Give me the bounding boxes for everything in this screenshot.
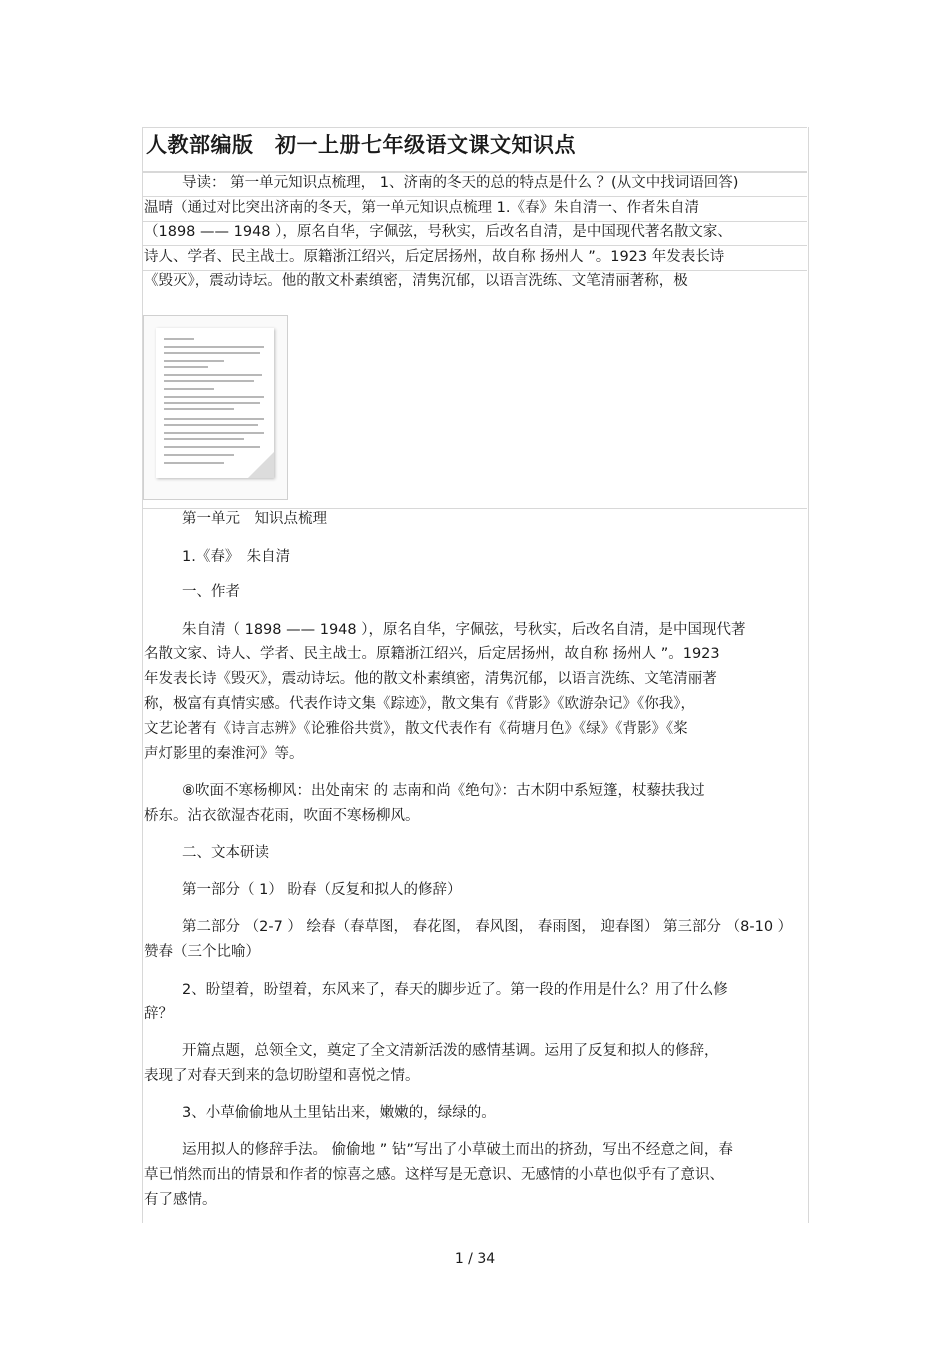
thumbnail-line — [164, 462, 224, 464]
paragraph-line: 声灯影里的秦淮河》等。 — [144, 746, 304, 762]
paragraph-line: 桥东。沾衣欲湿杏花雨，吹面不寒杨柳风。 — [144, 808, 420, 824]
row-divider — [142, 245, 807, 246]
page-number: 1 / 34 — [454, 1251, 496, 1267]
thumbnail-line — [164, 438, 244, 440]
intro-line: 《毁灭》，震动诗坛。他的散文朴素缜密，清隽沉郁，以语言洗练、文笔清丽著称，极 — [144, 273, 688, 289]
thumbnail-line — [164, 396, 264, 398]
paragraph-line: 2、盼望着，盼望着，东风来了，春天的脚步近了。第一段的作用是什么？用了什么修 — [182, 982, 728, 998]
paragraph-line: 表现了对春天到来的急切盼望和喜悦之情。 — [144, 1068, 420, 1084]
thumbnail-line — [164, 352, 260, 354]
thumbnail-line — [164, 432, 264, 434]
thumbnail-line — [164, 346, 264, 348]
document-thumbnail — [143, 315, 288, 500]
paragraph-line: 赞春（三个比喻） — [144, 944, 260, 960]
paragraph-line: 年发表长诗《毁灭》，震动诗坛。他的散文朴素缜密，清隽沉郁，以语言洗练、文笔清丽著 — [144, 671, 717, 687]
thumbnail-line — [164, 338, 194, 340]
thumbnail-line — [164, 454, 234, 456]
paragraph-line: 第一部分（ 1） 盼春（反复和拟人的修辞） — [182, 882, 462, 898]
thumbnail-line — [164, 446, 260, 448]
paragraph-line: 文艺论著有《诗言志辨》《论雅俗共赏》，散文代表作有《荷塘月色》《绿》《背影》《桨 — [144, 721, 688, 737]
subheading: 1.《春》 朱自清 — [182, 549, 291, 565]
thumbnail-line — [164, 418, 264, 420]
thumbnail-line — [164, 374, 262, 376]
thumbnail-line — [164, 380, 254, 382]
paragraph-line: ⑧吹面不寒杨柳风：出处南宋 的 志南和尚《绝句》：古木阴中系短篷，杖藜扶我过 — [182, 783, 705, 799]
intro-line: 诗人、学者、民主战士。原籍浙江绍兴，后定居扬州，故自称 扬州人 ”。1923 年发表长诗 — [144, 249, 725, 265]
paragraph-line: 开篇点题，总领全文，奠定了全文清新活泼的感情基调。运用了反复和拟人的修辞， — [182, 1043, 719, 1059]
subheading: 二、文本研读 — [182, 845, 269, 861]
thumbnail-line — [164, 388, 214, 390]
paragraph-line: 草已悄然而出的情景和作者的惊喜之感。这样写是无意识、无感情的小草也似乎有了意识、 — [144, 1167, 724, 1183]
subheading: 一、作者 — [182, 584, 240, 600]
thumbnail-line — [164, 402, 260, 404]
intro-line: 导读： 第一单元知识点梳理， 1、济南的冬天的总的特点是什么 ？(从文中找词语回答) — [182, 175, 739, 191]
thumbnail-line — [164, 424, 258, 426]
intro-line: 温晴（通过对比突出济南的冬天，第一单元知识点梳理 1.《春》朱自清一、作者朱自清 — [144, 200, 699, 216]
page-title: 人教部编版 初一上册七年级语文课文知识点 — [146, 133, 576, 157]
paragraph-line: 第二部分 （2-7 ） 绘春（春草图， 春花图， 春风图， 春雨图， 迎春图） 第三部分 （8-10 ） — [182, 919, 793, 935]
paragraph-line: 名散文家、诗人、学者、民主战士。原籍浙江绍兴，后定居扬州，故自称 扬州人 ”。1923 — [144, 646, 720, 662]
section-heading: 第一单元 知识点梳理 — [182, 511, 327, 527]
thumbnail-line — [164, 366, 208, 368]
intro-line: （1898 —— 1948 ），原名自华，字佩弦，号秋实，后改名自清，是中国现代著名散文家、 — [144, 224, 732, 240]
paragraph-line: 3、小草偷偷地从土里钻出来，嫩嫩的，绿绿的。 — [182, 1105, 496, 1121]
paragraph-line: 有了感情。 — [144, 1192, 217, 1208]
page-curl — [248, 452, 274, 478]
paragraph-line: 朱自清（ 1898 —— 1948 ），原名自华，字佩弦，号秋实，后改名自清，是中国现代著 — [182, 622, 746, 638]
paragraph-line: 运用拟人的修辞手法。 偷偷地 ” 钻”写出了小草破土而出的挤劲，写出不经意之间，春 — [182, 1142, 733, 1158]
row-divider — [142, 196, 807, 197]
paragraph-line: 辞？ — [144, 1006, 173, 1022]
paragraph-line: 称，极富有真情实感。代表作诗文集《踪迹》，散文集有《背影》《欧游杂记》《你我》， — [144, 696, 695, 712]
thumbnail-line — [164, 408, 234, 410]
thumbnail-line — [164, 360, 224, 362]
thumbnail-page — [156, 328, 274, 478]
